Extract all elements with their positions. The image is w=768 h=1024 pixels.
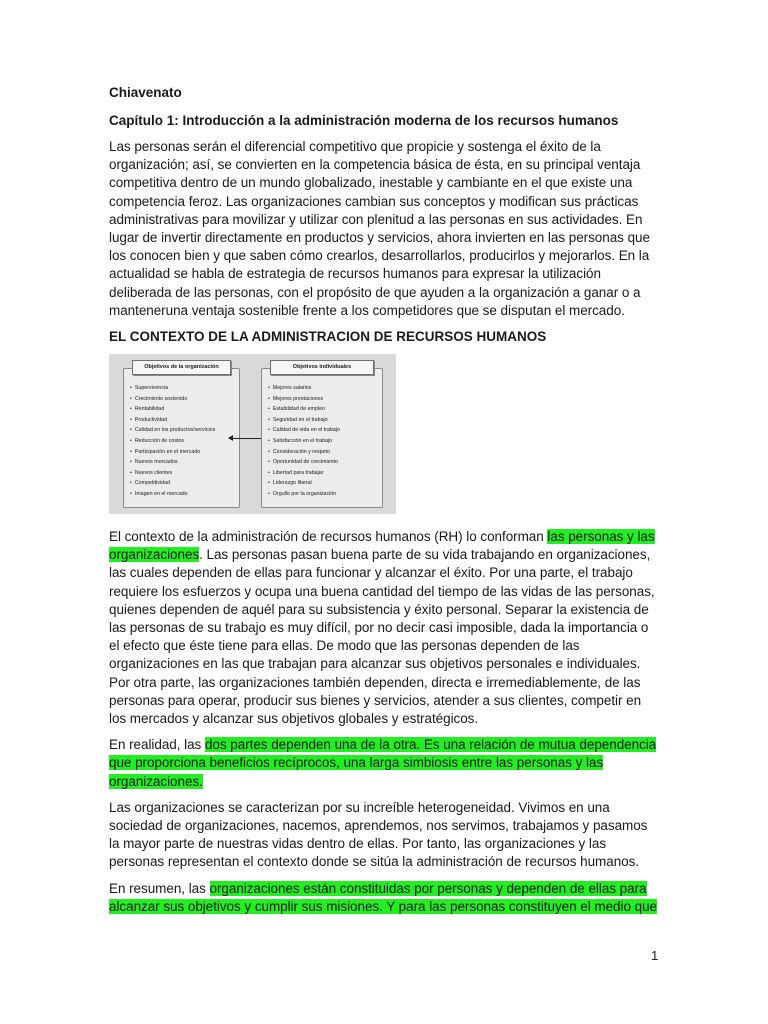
organization-objectives-title: Objetivos de la organización	[132, 360, 231, 375]
individual-objective-item: • Orgullo por la organización	[268, 489, 378, 500]
individual-objectives-title: Objetivos individuales	[270, 360, 374, 375]
organization-objective-item: • Rentabilidad	[130, 404, 235, 415]
dependence-text-start: En realidad, las	[109, 737, 205, 753]
individual-objective-item: • Mejores prestaciones	[268, 394, 378, 405]
page-number: 1	[651, 948, 659, 963]
section-heading: EL CONTEXTO DE LA ADMINISTRACION DE RECURSOS HUMANOS	[109, 329, 547, 345]
objectives-figure	[109, 354, 396, 514]
individual-objective-item: • Calidad de vida en el trabajo	[268, 425, 378, 436]
individual-objective-item: • Consideración y respeto	[268, 447, 378, 458]
individual-objective-item: • Liderazgo liberal	[268, 478, 378, 489]
dependence-highlight: dos partes dependen una de la otra. Es una relación de mutua dependencia que proporciona beneficios recíprocos, una larga simbiosis entre las personas y las organizaciones.	[109, 737, 657, 789]
organization-objective-item: • Nuevos mercados	[130, 457, 235, 468]
page-content	[109, 84, 657, 924]
organization-objective-item: • Reducción de costos	[130, 436, 235, 447]
context-text-start: El contexto de la administración de recursos humanos (RH) lo conforman	[109, 529, 548, 545]
organization-objective-item: • Participación en el mercado	[130, 447, 235, 458]
organization-objectives-list	[130, 383, 235, 500]
summary-text-start: En resumen, las	[109, 880, 210, 896]
individual-objectives-list	[268, 383, 378, 500]
organization-objective-item: • Competitividad	[130, 478, 235, 489]
organization-objective-item: • Imagen en el mercado	[130, 489, 235, 500]
organization-objective-item: • Calidad en los productos/servicios	[130, 425, 235, 436]
organization-objective-item: • Productividad	[130, 415, 235, 426]
organization-objective-item: • Supervivencia	[130, 383, 235, 394]
individual-objective-item: • Seguridad en el trabajo	[268, 415, 378, 426]
heterogeneity-paragraph: Las organizaciones se caracterizan por su increíble heterogeneidad. Vivimos en una sociedad de organizaciones, nacemos, aprendemos, nos servimos, trabajamos y pasamos la mayor parte de nuestras vidas dentro de ellas. Por tanto, las organizaciones y las personas representan el contexto donde se sitúa la administración de recursos humanos.	[109, 799, 648, 870]
individual-objective-item: • Mejores salarios	[268, 383, 378, 394]
individual-objective-item: • Satisfacción en el trabajo	[268, 436, 378, 447]
summary-paragraph	[109, 880, 657, 916]
intro-paragraph: Las personas serán el diferencial competitivo que propicie y sostenga el éxito de la organización; así, se convierten en la competencia básica de ésta, en su principal ventaja competitiva dentro de un mundo globalizado, inestable y cambiante en el que existe una competencia feroz. Las organizaciones cambian sus conceptos y modifican sus prácticas administrativas para movilizar y utilizar con plenitud a las personas en sus actividades. En lugar de invertir directamente en productos y servicios, ahora invierten en las personas que los conocen bien y que saben cómo crearlos, desarrollarlos, producirlos y mejorarlos. En la actualidad se habla de estrategia de recursos humanos para expresar la utilización deliberada de las personas, con el propósito de que ayuden a la organización a ganar o a manteneruna ventaja sostenible frente a los competidores que se disputan el mercado.	[109, 139, 650, 318]
individual-objectives-box	[261, 364, 383, 508]
organization-objective-item: • Nuevos clientes	[130, 468, 235, 479]
individual-objective-item: • Libertad para trabajar	[268, 468, 378, 479]
individual-objective-item: • Oportunidad de crecimiento	[268, 457, 378, 468]
context-paragraph	[109, 528, 657, 728]
context-highlight: las personas y las organizaciones	[109, 529, 655, 563]
organization-objectives-box	[123, 364, 240, 508]
author-name: Chiavenato	[109, 85, 182, 100]
context-text-end: . Las personas pasan buena parte de su vida trabajando en organizaciones, las cuales dependen de ellas para funcionar y alcanzar el éxito. Por una parte, el trabajo requiere los esfuerzos y ocupa una buena cantidad del tiempo de las vidas de las personas, quienes dependen de aquél para su subsistencia y éxito personal. Separar la existencia de las personas de su trabajo es muy difícil, por no decir casi imposible, dada la importancia o el efecto que éste tiene para ellas. De modo que las personas dependen de las organizaciones en las que trabajan para alcanzar sus objetivos personales e individuales. Por otra parte, las organizaciones también dependen, directa e irremediablemente, de las personas para operar, producir sus bienes y servicios, atender a sus clientes, competir en los mercados y alcanzar sus objetivos globales y estratégicos.	[109, 547, 655, 727]
chapter-title: Capítulo 1: Introducción a la administración moderna de los recursos humanos	[109, 113, 619, 128]
dependence-paragraph	[109, 736, 657, 791]
summary-highlight: organizaciones están constituidas por personas y dependen de ellas para alcanzar sus objetivos y cumplir sus misiones. Y para las personas constituyen el medio que	[109, 880, 657, 914]
organization-objective-item: • Crecimiento sostenido	[130, 394, 235, 405]
individual-objective-item: • Estabilidad de empleo	[268, 404, 378, 415]
